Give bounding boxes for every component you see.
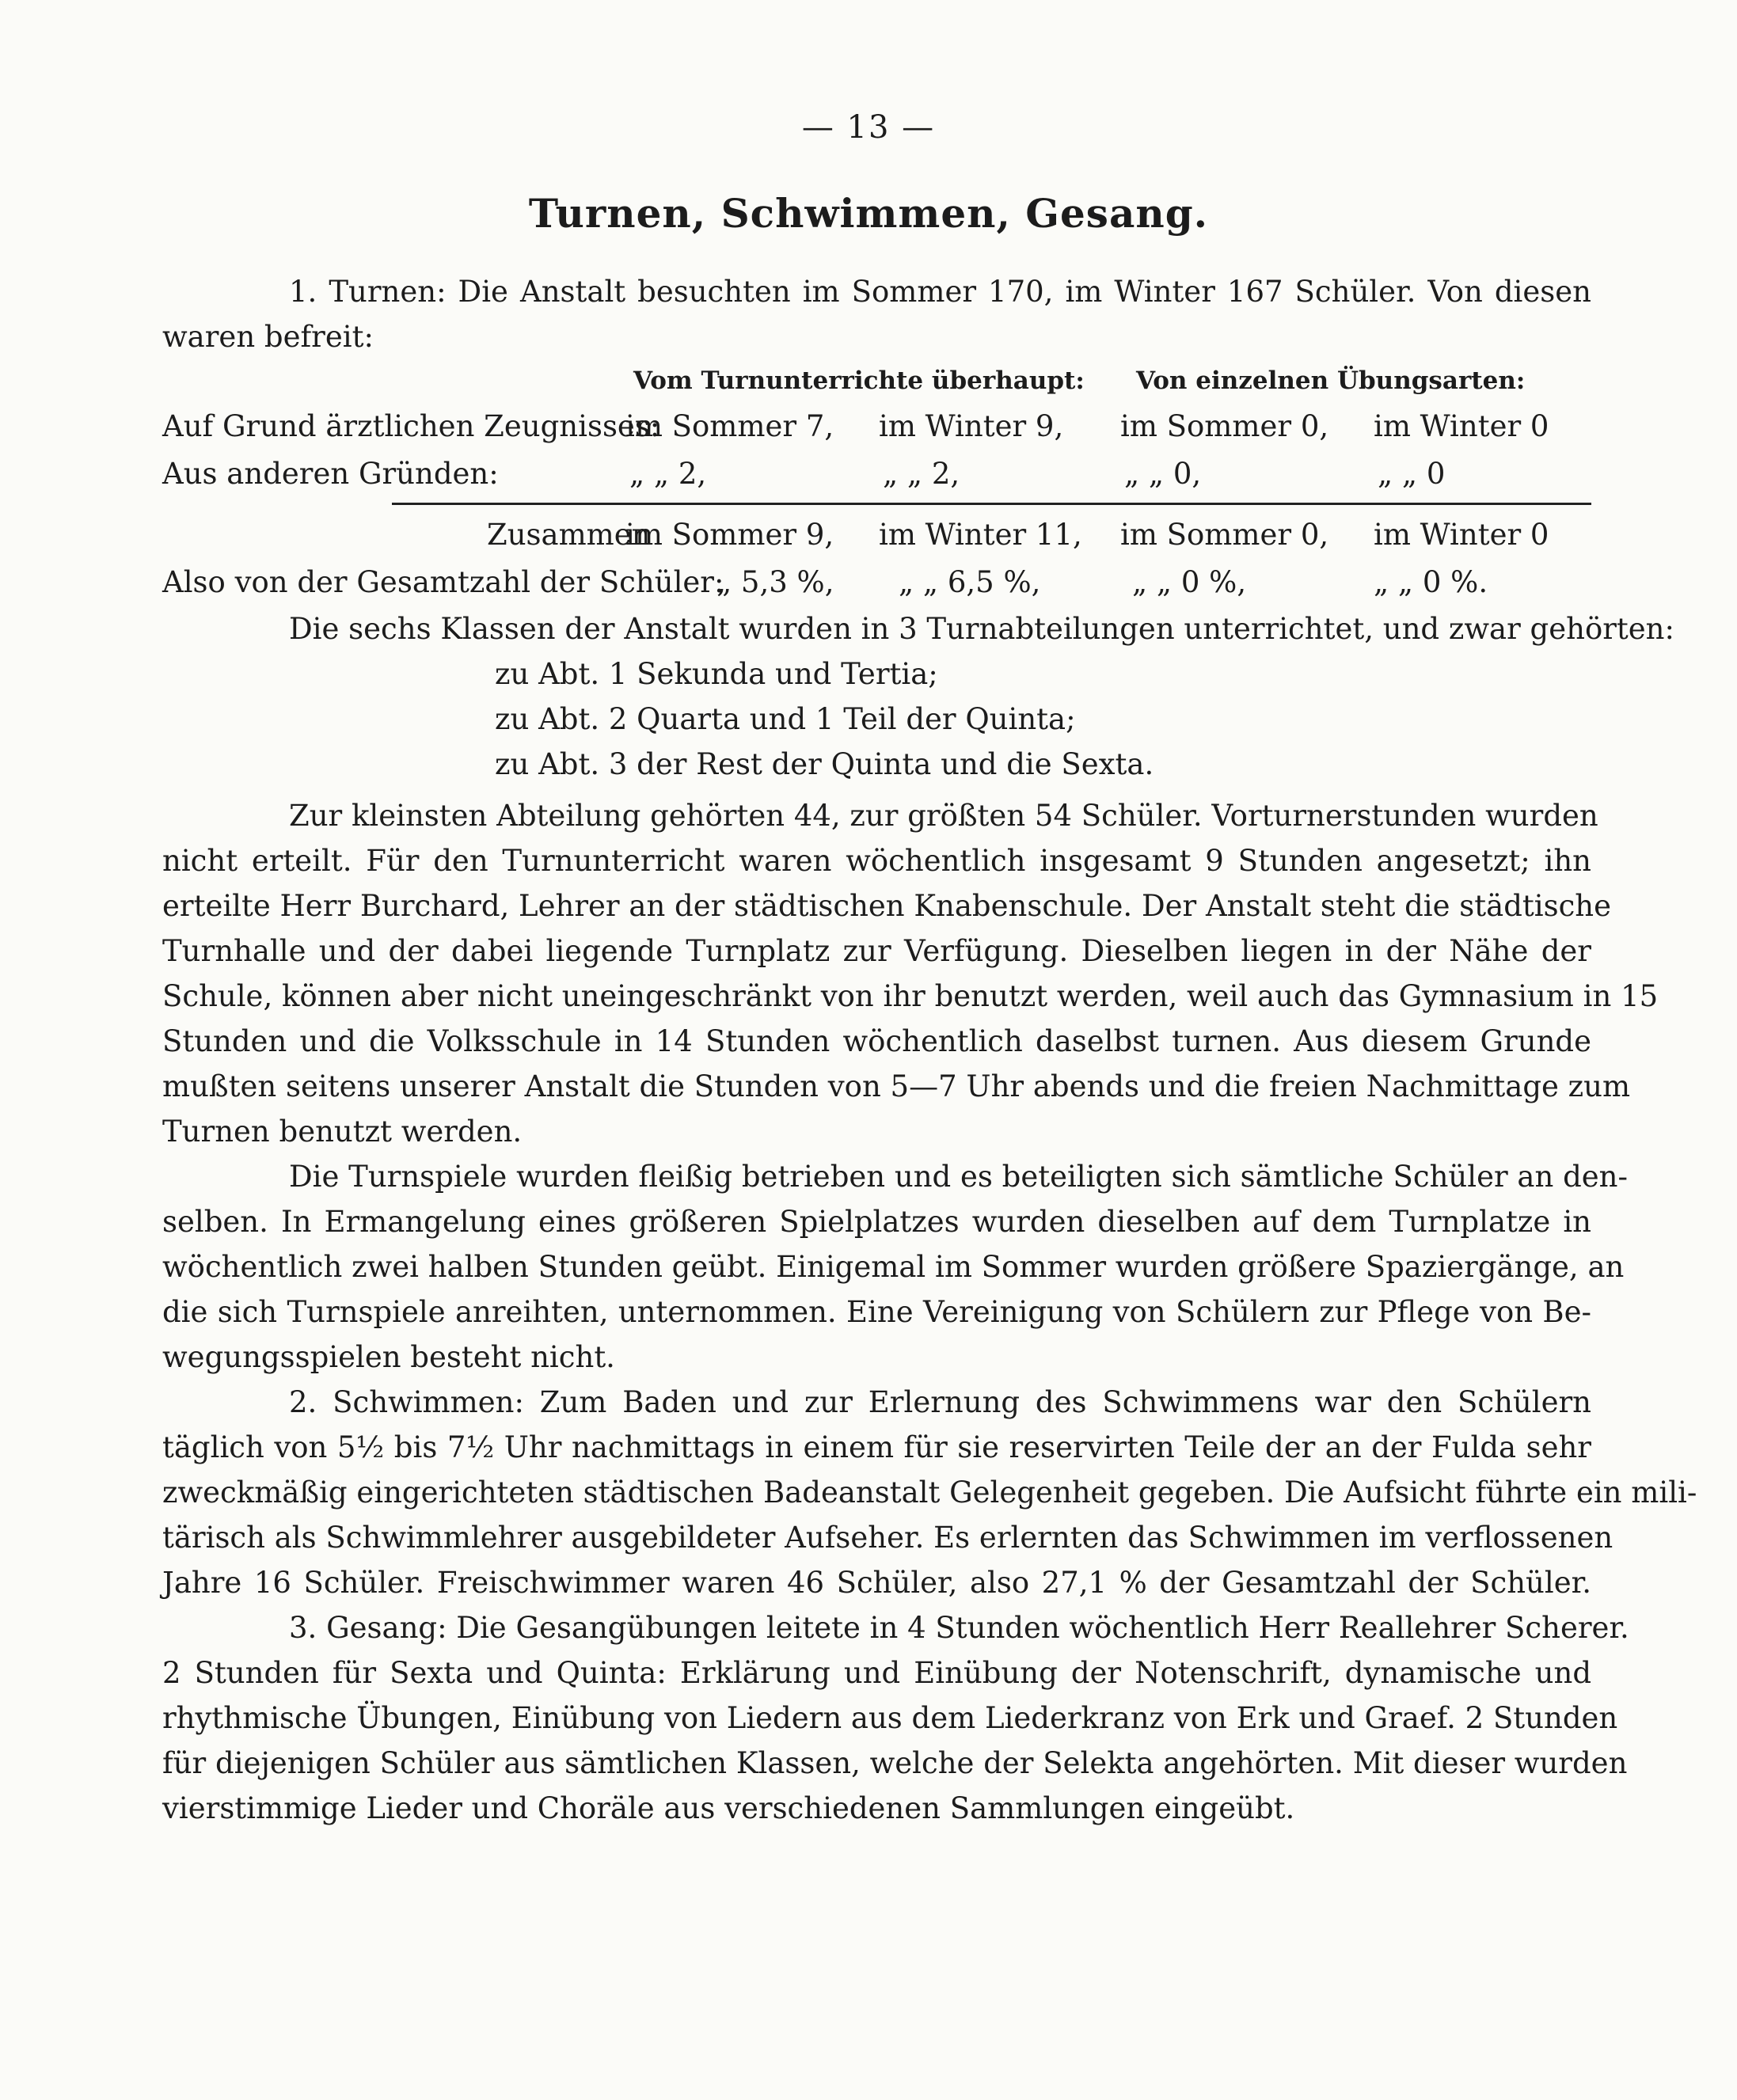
cell: im Sommer 0, bbox=[1120, 518, 1329, 552]
paragraph-line: erteilte Herr Burchard, Lehrer an der städtischen Knabenschule. Der Anstalt steht die städtische bbox=[162, 889, 1612, 923]
table-header bbox=[162, 359, 1591, 403]
paragraph-line: 3. Gesang: Die Gesangübungen leitete in 4 Stunden wöchentlich Herr Reallehrer Scherer. bbox=[289, 1611, 1629, 1645]
paragraph-line: Turnhalle und der dabei liegende Turnplatz zur Verfügung. Dieselben liegen in der Nähe der bbox=[162, 934, 1591, 968]
cell: „ „ 0, bbox=[1124, 457, 1202, 491]
cell: im Sommer 0, bbox=[1120, 409, 1329, 443]
paragraph-line: Jahre 16 Schüler. Freischwimmer waren 46 Schüler, also 27,1 % der Gesamtzahl der Schüler. bbox=[162, 1566, 1591, 1600]
cell: „ „ 0 %. bbox=[1374, 565, 1488, 599]
row-label: Also von der Gesamtzahl der Schüler: bbox=[162, 565, 724, 599]
page-body bbox=[162, 269, 1697, 1831]
cell: „ 5,3 %, bbox=[716, 565, 834, 599]
page-title: Turnen, Schwimmen, Gesang. bbox=[528, 190, 1209, 237]
paragraph-line: die sich Turnspiele anreihten, unternommen. Eine Vereinigung von Schülern zur Pflege von Be- bbox=[162, 1295, 1591, 1329]
paragraph-line: nicht erteilt. Für den Turnunterricht waren wöchentlich insgesamt 9 Stunden angesetzt; ihn bbox=[162, 844, 1591, 878]
divisions-intro: Die sechs Klassen der Anstalt wurden in 3 Turnabteilungen unterrichtet, und zwar gehörten: bbox=[289, 612, 1674, 646]
cell: im Sommer 7, bbox=[625, 409, 834, 443]
paragraph-line: 2 Stunden für Sexta und Quinta: Erklärung und Einübung der Notenschrift, dynamische und bbox=[162, 1656, 1591, 1690]
divisions-list bbox=[162, 651, 1591, 787]
paragraph-line: selben. In Ermangelung eines größeren Spielplatzes wurden dieselben auf dem Turnplatze in bbox=[162, 1205, 1591, 1239]
paragraph-line: Turnen benutzt werden. bbox=[162, 1115, 523, 1149]
paragraph-line: täglich von 5½ bis 7½ Uhr nachmittags in einem für sie reservirten Teile der an der Fulda sehr bbox=[162, 1430, 1591, 1464]
paragraph-line: 2. Schwimmen: Zum Baden und zur Erlernung des Schwimmens war den Schülern bbox=[289, 1385, 1591, 1419]
cell: „ „ 0 %, bbox=[1132, 565, 1247, 599]
paragraph-line: rhythmische Übungen, Einübung von Liedern aus dem Liederkranz von Erk und Graef. 2 Stunden bbox=[162, 1701, 1618, 1735]
paragraph-line: wegungsspielen besteht nicht. bbox=[162, 1340, 615, 1374]
turnen-intro-line: 1. Turnen: Die Anstalt besuchten im Sommer 170, im Winter 167 Schüler. Von diesen bbox=[289, 275, 1591, 309]
sum-rule bbox=[392, 503, 1591, 505]
cell: im Winter 0 bbox=[1374, 409, 1549, 443]
table-row bbox=[162, 403, 1591, 450]
percent-row bbox=[162, 559, 1591, 606]
row-label: Aus anderen Gründen: bbox=[162, 457, 499, 491]
paragraph-line: Stunden und die Volksschule in 14 Stunden wöchentlich daselbst turnen. Aus diesem Grunde bbox=[162, 1024, 1591, 1058]
cell: „ „ 2, bbox=[883, 457, 960, 491]
page-number: — 13 — bbox=[801, 109, 936, 146]
list-item: zu Abt. 1 Sekunda und Tertia; bbox=[495, 657, 938, 691]
paragraph-line: tärisch als Schwimmlehrer ausgebildeter Aufseher. Es erlernten das Schwimmen im verflossenen bbox=[162, 1521, 1613, 1555]
cell: „ „ 0 bbox=[1378, 457, 1446, 491]
paragraph-line: für diejenigen Schüler aus sämtlichen Klassen, welche der Selekta angehörten. Mit dieser wurden bbox=[162, 1746, 1628, 1780]
paragraph-line: Die Turnspiele wurden fleißig betrieben und es beteiligten sich sämtliche Schüler an den- bbox=[289, 1160, 1628, 1194]
paragraph-line: vierstimmige Lieder und Choräle aus verschiedenen Sammlungen eingeübt. bbox=[162, 1791, 1295, 1825]
cell: im Winter 0 bbox=[1374, 518, 1549, 552]
header-single: Von einzelnen Übungsarten: bbox=[1136, 366, 1526, 395]
cell: „ „ 6,5 %, bbox=[899, 565, 1041, 599]
list-item: zu Abt. 3 der Rest der Quinta und die Sexta. bbox=[495, 747, 1154, 781]
row-label: Auf Grund ärztlichen Zeugnisses: bbox=[162, 409, 660, 443]
paragraph-line: wöchentlich zwei halben Stunden geübt. Einigemal im Sommer wurden größere Spaziergänge, an bbox=[162, 1250, 1625, 1284]
cell: im Sommer 9, bbox=[625, 518, 834, 552]
header-overall: Vom Turnunterrichte überhaupt: bbox=[633, 366, 1085, 395]
table-row bbox=[162, 450, 1591, 498]
cell: im Winter 11, bbox=[879, 518, 1082, 552]
list-item: zu Abt. 2 Quarta und 1 Teil der Quinta; bbox=[495, 702, 1076, 736]
paragraph-line: Zur kleinsten Abteilung gehörten 44, zur größten 54 Schüler. Vorturnerstunden wurden bbox=[289, 799, 1598, 833]
cell: im Winter 9, bbox=[879, 409, 1064, 443]
paragraph-line: mußten seitens unserer Anstalt die Stunden von 5—7 Uhr abends und die freien Nachmittage zum bbox=[162, 1069, 1631, 1103]
turnen-intro-line: waren befreit: bbox=[162, 320, 374, 354]
paragraph-line: Schule, können aber nicht uneingeschränkt von ihr benutzt werden, weil auch das Gymnasium in 15 bbox=[162, 979, 1659, 1013]
cell: „ „ 2, bbox=[629, 457, 707, 491]
paragraph-line: zweckmäßig eingerichteten städtischen Badeanstalt Gelegenheit gegeben. Die Aufsicht führte ein mili- bbox=[162, 1475, 1697, 1509]
total-row bbox=[162, 511, 1591, 559]
row-label: Zusammen bbox=[487, 518, 651, 552]
